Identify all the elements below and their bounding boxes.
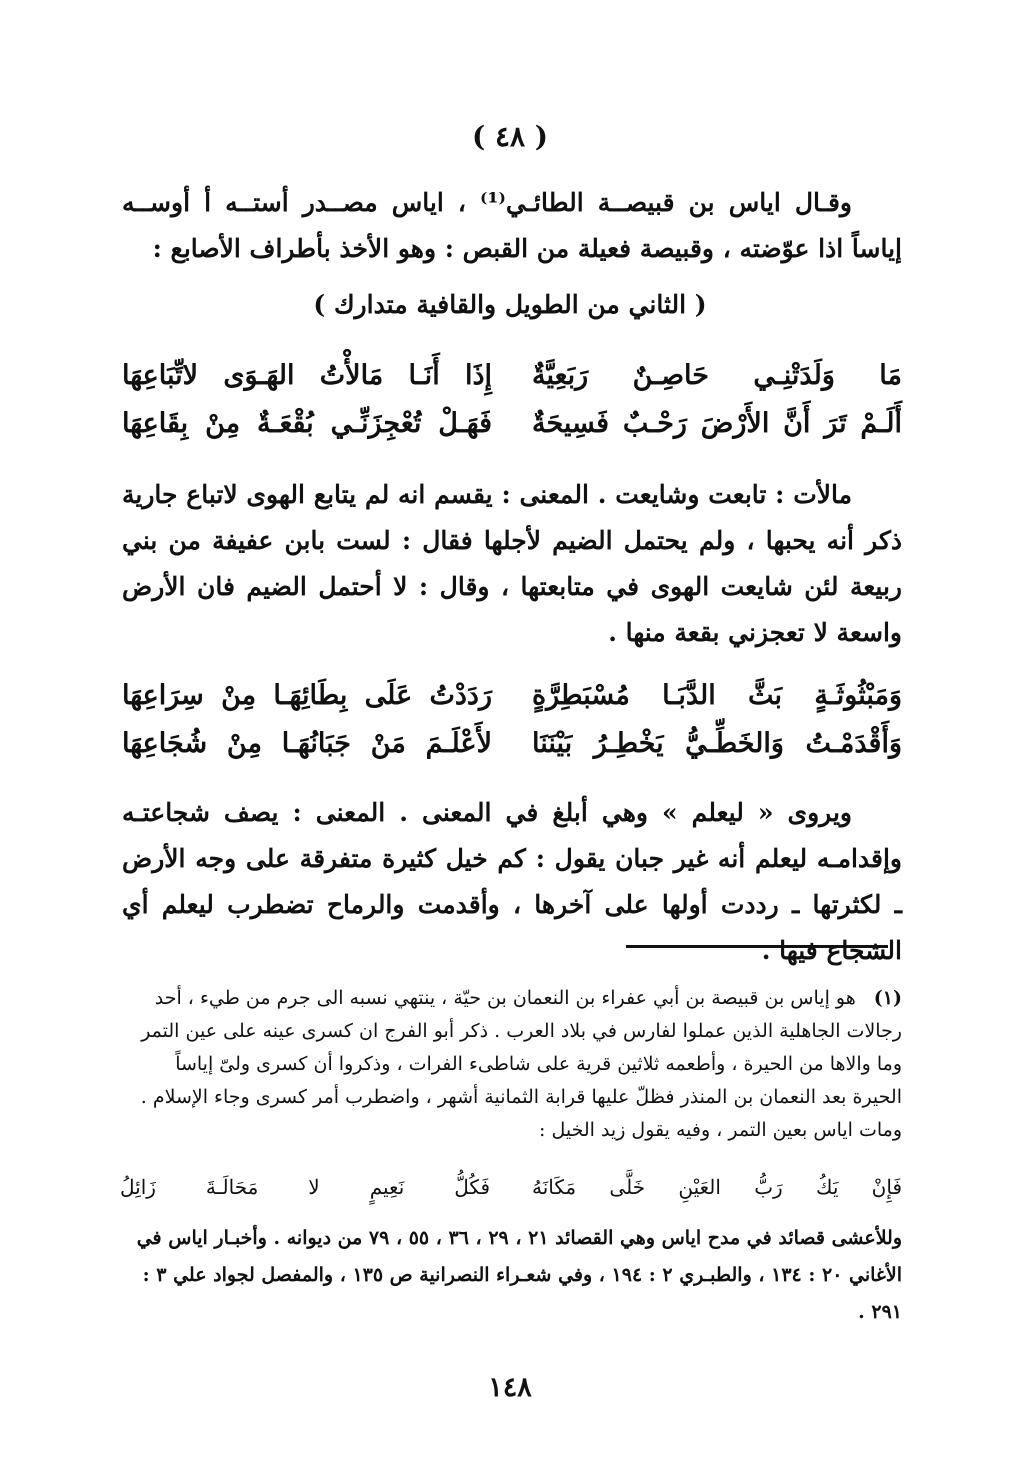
verse-line: [122, 720, 902, 768]
verse-ajuz: لأَعْلَـمَ مَنْ جَبَانُهَـا مِنْ شُجَاعِهَا: [122, 728, 492, 759]
footnote: [120, 982, 902, 1147]
verse-ajuz: إِذَا أَنَـا مَالأْتُ الهَـوَى لاتِّبَاعِهَا: [122, 360, 492, 391]
verse-sadr: وَأَقْدَمْـتُ وَالخَطِّـيُّ يَخْطِـرُ بَيْنَنَا: [532, 728, 902, 759]
explanation-paragraph-1: [122, 472, 902, 656]
intro-paragraph: [122, 180, 902, 272]
verse-ajuz: فَكُلُّ نَعِيمٍ لا مَحَالَـةَ زَائِلُ: [120, 1175, 490, 1199]
verse-ajuz: رَدَدْتُ عَلَى بِطَائِهَـا مِنْ سِرَاعِهَا: [122, 680, 492, 711]
poem-verses-1: [122, 352, 902, 448]
footnote-text: هو إياس بن قبيصة بن أبي عفراء بن النعمان بن حيّة ، ينتهي نسبه الى جرم من طيء ، أحد رجالات الجاهلية الذين عملوا لفارس في بلاد العرب . ذكر أبو الفرج ان كسرى عينه على عين التمر وما والاها من الحيرة ، وأطعمه ثلاثين قرية على شاطىء الفرات ، وذكروا أن كسرى ولىّ إياساً الحيرة بعد النعمان بن المنذر فظلّ عليها قرابة الثمانية أشهر ، واضطرب أمر كسرى وجاء الإسلام . ومات اياس بعين التمر ، وفيه يقول زيد الخيل :: [140, 987, 902, 1141]
footnote-references: وللأعشى قصائد في مدح اياس وهي القصائد ٢١ ، ٢٩ ، ٣٦ ، ٥٥ ، ٧٩ من ديوانه . وأخبـار اياس في الأغاني ٢٠ : ١٣٤ ، والطبـري ٢ : ١٩٤ ، وفي شعـراء النصرانية ص ١٣٥ ، والمفصل لجواد علي ٣ : ٢٩١ .: [136, 1227, 902, 1323]
poem-verses-2: [122, 672, 902, 768]
verse-line: [122, 672, 902, 720]
verse-line: [122, 400, 902, 448]
footnote-divider: [626, 945, 888, 948]
section-number: ( ٤٨ ): [471, 120, 549, 153]
verse-sadr: فَإِنْ يَكُ رَبُّ العَيْنِ خَلَّى مَكَانَهُ: [532, 1175, 902, 1199]
footnote-verse: [120, 1172, 902, 1202]
explanation-text-1: مالأت : تابعت وشايعت . المعنى : يقسم انه لم يتابع الهوى لاتباع جارية ذكر أنه يحبها ، ولم يحتمل الضيم لأجلها فقال : لست بابن عفيفة من بني ربيعة لئن شايعت الهوى في متابعتها ، وقال : لا أحتمل الضيم فان الأرض واسعة لا تعجزني بقعة منها .: [122, 480, 902, 647]
intro-text: وقـال اياس بن قبيصــة الطائـي⁽¹⁾ ، اياس مصــدر أستــه أ أوســه إياساً اذا عوّضته ، وقبيصة فعيلة من القبص : وهو الأخذ بأطراف الأصابع :: [122, 188, 902, 263]
verse-sadr: أَلَـمْ تَرَ أَنَّ الأَرْضَ رَحْـبٌ فَسِيحَةٌ: [532, 408, 902, 439]
verse-sadr: وَمَبْثُوثَـةٍ بَثَّ الدَّبَـا مُسْبَطِرَّةٍ: [532, 680, 902, 711]
footnote-number: (١): [873, 987, 902, 1009]
meter-heading: ( الثاني من الطويل والقافية متدارك ): [313, 290, 707, 319]
verse-line: [122, 352, 902, 400]
explanation-text-2: ويروى « ليعلم » وهي أبلغ في المعنى . المعنى : يصف شجاعتـه وإقدامـه ليعلم أنه غير جبان يقول : كم خيل كثيرة متفرقة على وجه الأرض ـ لكثرتها ـ رددت أولها على آخرها ، وأقدمت والرماح تضطرب ليعلم أي الشجاع فيها .: [122, 798, 902, 965]
verse-ajuz: فَهَـلْ تُعْجِزَنِّـي بُقْعَـةٌ مِنْ بِقَاعِهَا: [122, 408, 492, 439]
page-number: ١٤٨: [488, 1372, 532, 1403]
verse-sadr: مَا وَلَدَتْنِـي حَاصِـنٌ رَبَعِيَّةٌ: [532, 360, 902, 391]
